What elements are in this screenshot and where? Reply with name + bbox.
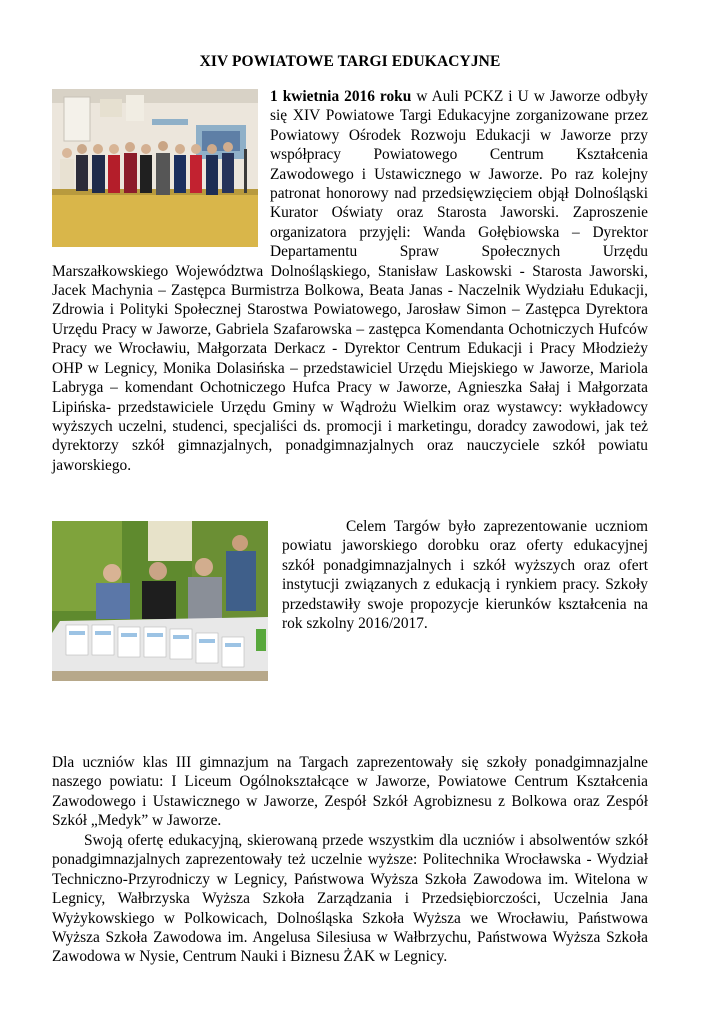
paragraph-schools bbox=[52, 753, 648, 831]
photo-guests-image bbox=[52, 89, 258, 247]
intro-text: w Auli PCKZ i U w Jaworze odbyły się XIV Powiatowe Targi Edukacyjne zorganizowane przez Powiatowy Ośrodek Rozwoju Edukacji w Jaworze przy współpracy Powiatowego Centrum Kształcenia Zawodowego i Ustawicznego w Jaworze. Po raz kolejny patronat honorowy nad przedsięwzięciem objął Dolnośląski Kurator Oświaty oraz Starosta Jaworski. Zaproszenie organizatora przyjęli: Wanda Gołębiowska – Dyrektor Departamentu Spraw Społecznych Urzędu Marszałkowskiego Województwa Dolnośląskiego, Stanisław Laskowski - Starosta Jaworski, Jacek Machynia – Zastępca Burmistrza Bolkowa, Beata Janas - Naczelnik Wydziału Edukacji, Zdrowia i Polityki Społecznej Starostwa Powiatowego, Jarosław Simon – Zastępca Dyrektora Urzędu Pracy w Jaworze, Gabriela Szafarowska – zastępca Komendanta Ochotniczych Hufców Pracy we Wrocławiu, Małgorzata Derkacz - Dyrektor Centrum Edukacji i Pracy Młodzieży OHP w Legnicy, Monika Dolasińska – przedstawiciel Urzędu Miejskiego w Jaworze, Mariola Labryga – komendant Ochotniczego Hufca Pracy w Jaworze, Agnieszka Sałaj i Małgorzata Lipińska- przedstawiciele Urzędu Gminy w Wądrożu Wielkim oraz wystawcy: wykładowcy wyższych uczelni, studenci, specjaliści ds. promocji i marketingu, doradcy zawodowi, jak też dyrektorzy szkół gimnazjalnych, ponadgimnazjalnych oraz nauczyciele szkół powiatu jaworskiego. bbox=[52, 88, 648, 474]
photo-guests bbox=[52, 89, 258, 247]
photo-exhibitors bbox=[52, 521, 268, 681]
event-date: 1 kwietnia 2016 roku bbox=[270, 88, 412, 105]
schools-text: Dla uczniów klas III gimnazjum na Targach zaprezentowały się szkoły ponadgimnazjalne naszego powiatu: I Liceum Ogólnokształcące w Jaworze, Powiatowe Centrum Kształcenia Zawodowego i Ustawicznego w Jaworze, Zespół Szkół Agrobiznesu z Bolkowa oraz Zespół Szkół „Medyk” w Jaworze. bbox=[52, 754, 648, 830]
paragraph-intro bbox=[52, 87, 648, 475]
purpose-text: Celem Targów było zaprezentowanie uczniom powiatu jaworskiego dorobku oraz oferty edukacyjnej szkół ponadgimnazjalnych i szkół wyższych oraz ofert instytucji związanych z edukacją i rynkiem pracy. Szkoły przedstawiły swoje propozycje kierunków kształcenia na rok szkolny 2016/2017. bbox=[282, 518, 648, 633]
photo-exhibitors-image bbox=[52, 521, 268, 681]
paragraph-purpose bbox=[52, 517, 648, 687]
document-title: XIV POWIATOWE TARGI EDUKACYJNE bbox=[199, 53, 501, 70]
universities-text: Swoją ofertę edukacyjną, skierowaną przede wszystkim dla uczniów i absolwentów szkół ponadgimnazjalnych zaprezentowały też uczelnie wyższe: Politechnika Wrocławska - Wydział Techniczno-Przyrodniczy w Legnicy, Państwowa Wyższa Szkoła Zawodowa im. Witelona w Legnicy, Wałbrzyska Wyższa Szkoła Zarządzania i Przedsiębiorczości, Uczelnia Jana Wyżykowskiego w Polkowicach, Dolnośląska Szkoła Wyższa we Wrocławiu, Państwowa Wyższa Szkoła Zawodowa im. Angelusa Silesiusa w Wałbrzychu, Państwowa Wyższa Szkoła Zawodowa w Nysie, Centrum Nauki i Biznesu ŻAK w Legnicy. bbox=[52, 832, 648, 966]
paragraph-universities bbox=[52, 831, 648, 967]
